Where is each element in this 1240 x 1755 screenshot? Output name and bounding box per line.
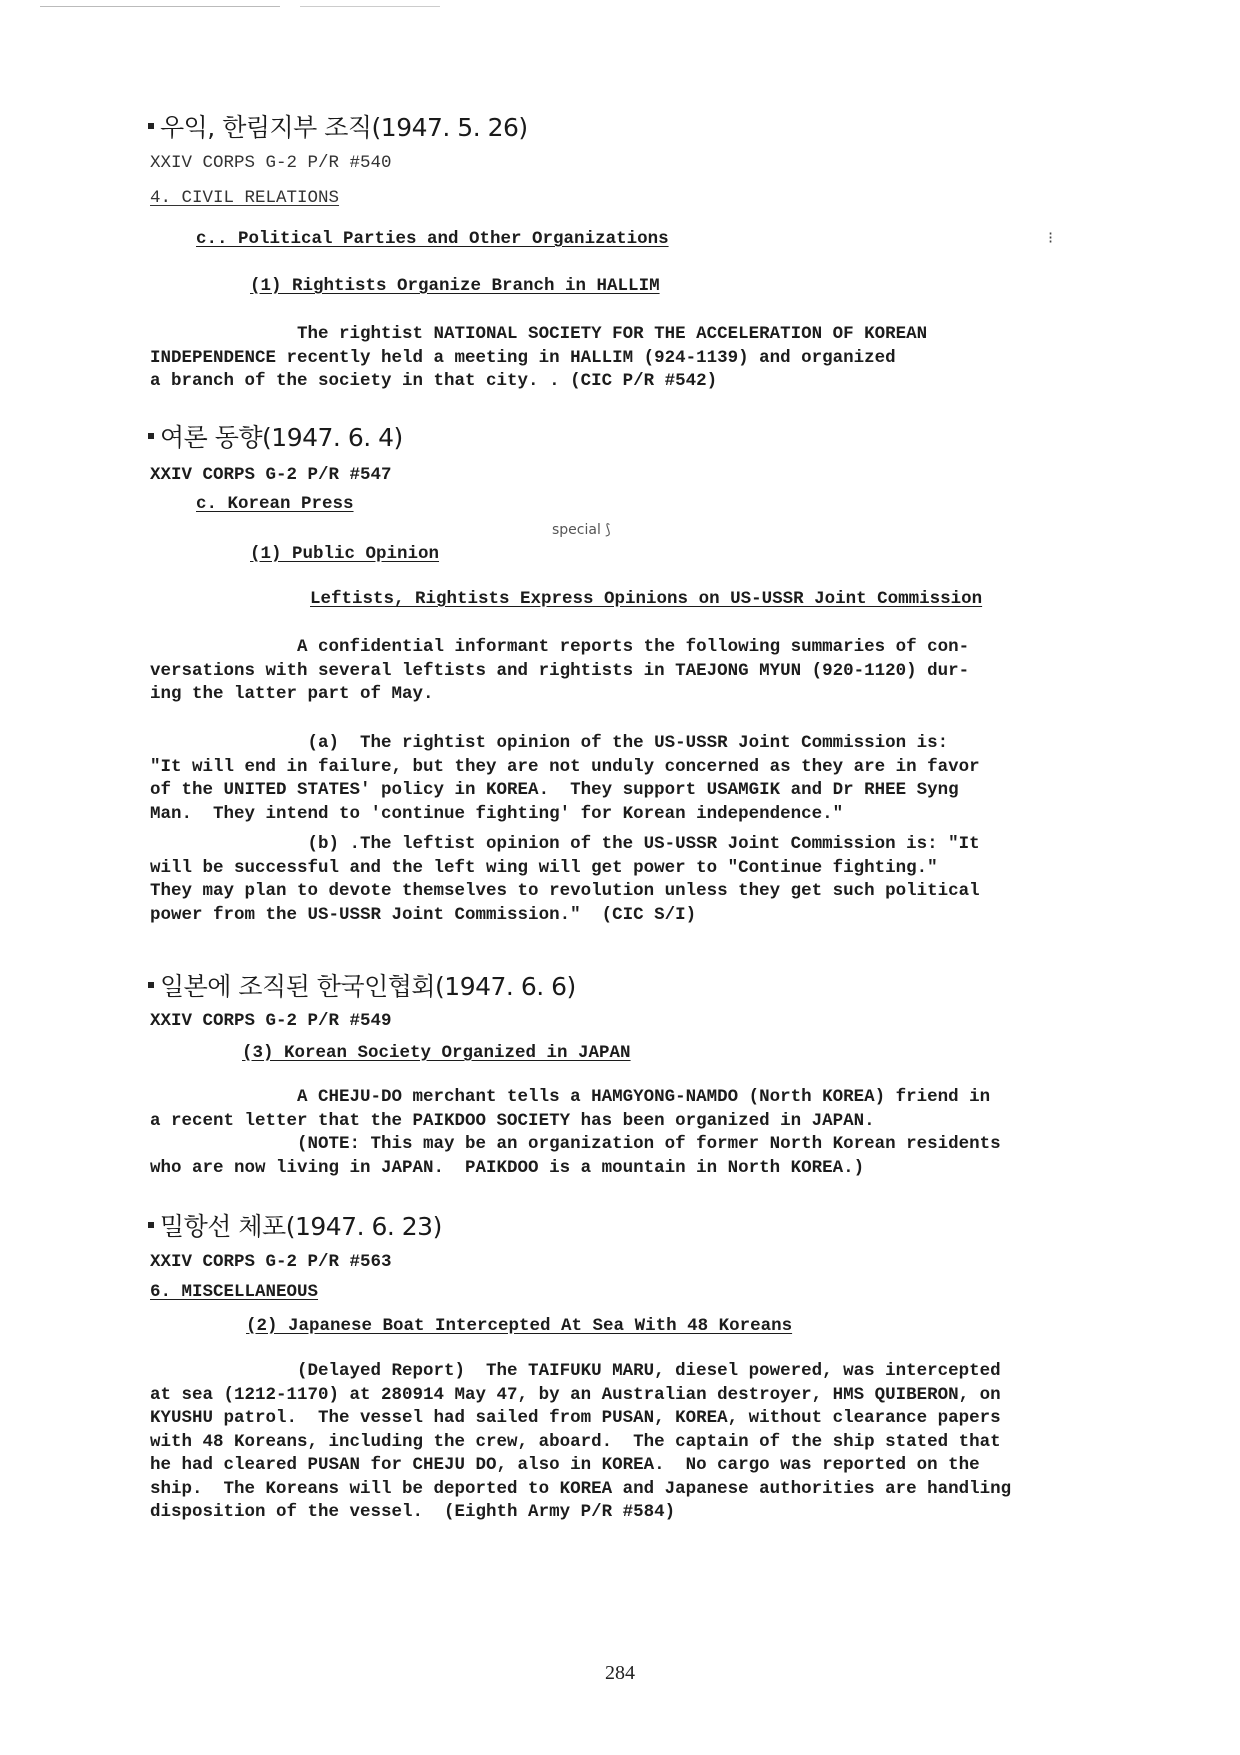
item-heading: (1) Public Opinion (250, 544, 440, 564)
item-heading: (3) Korean Society Organized in JAPAN (242, 1043, 631, 1063)
item-heading: (1) Rightists Organize Branch in HALLIM (250, 276, 660, 296)
section-heading-text: 여론 동향(1947. 6. 4) (160, 423, 403, 452)
article-subtitle: Leftists, Rightists Express Opinions on US-USSR Joint Commission (310, 589, 983, 609)
category-heading: 6. MISCELLANEOUS (150, 1282, 319, 1302)
report-source: XXIV CORPS G-2 P/R #540 (150, 153, 392, 173)
handwritten-annotation: special ⟆ (552, 522, 611, 538)
page-number: 284 (605, 1662, 635, 1684)
section-heading (148, 1207, 442, 1243)
section-heading-text: 일본에 조직된 한국인협회(1947. 6. 6) (160, 972, 576, 1001)
scan-artifact-line (300, 6, 440, 7)
paragraph: The rightist NATIONAL SOCIETY FOR THE ACCELERATION OF KOREAN INDEPENDENCE recently held a meeting in HALLIM (924-1139) and organized a branch of the society in that city. . (CIC P/R #542) (150, 324, 928, 391)
report-source: XXIV CORPS G-2 P/R #563 (150, 1252, 392, 1272)
subcategory-heading: c.. Political Parties and Other Organizations (196, 229, 669, 249)
item-heading: (2) Japanese Boat Intercepted At Sea With 48 Koreans (246, 1316, 793, 1336)
paragraph: A CHEJU-DO merchant tells a HAMGYONG-NAMDO (North KOREA) friend in a recent letter that the PAIKDOO SOCIETY has been organized in JAPAN. (NOTE: This may be an organization of former North Korean residents who are now living in JAPAN. PAIKDOO is a mountain in North KOREA.) (150, 1087, 1001, 1178)
scan-artifact-line (40, 6, 280, 7)
paragraph: A confidential informant reports the following summaries of con- versations with several leftists and rightists in TAEJONG MYUN (920-1120) dur- ing the latter part of May. (150, 637, 970, 704)
paragraph-point-b: (b) .The leftist opinion of the US-USSR Joint Commission is: "It will be successful and the left wing will get power to "Continue fighting." They may plan to devote themselves to revolution unless they get such political power from the US-USSR Joint Commission." (CIC S/I) (150, 834, 980, 925)
category-heading: 4. CIVIL RELATIONS (150, 188, 340, 208)
section-heading (148, 418, 403, 454)
bullet-icon (148, 433, 154, 439)
report-source: XXIV CORPS G-2 P/R #547 (150, 465, 392, 485)
paragraph: (Delayed Report) The TAIFUKU MARU, diesel powered, was intercepted at sea (1212-1170) at 280914 May 47, by an Australian destroyer, HMS QUIBERON, on KYUSHU patrol. The vessel had sailed from PUSAN, KOREA, without clearance papers with 48 Koreans, including the crew, aboard. The captain of the ship stated that he had cleared PUSAN for CHEJU DO, also in KOREA. No cargo was reported on the ship. The Koreans will be deported to KOREA and Japanese authorities are handling disposition of the vessel. (Eighth Army P/R #584) (150, 1361, 1012, 1522)
scan-mark: ⁝ (1048, 228, 1054, 247)
bullet-icon (148, 123, 154, 129)
section-heading-text: 밀항선 체포(1947. 6. 23) (160, 1212, 442, 1241)
bullet-icon (148, 982, 154, 988)
section-heading-text: 우익, 한림지부 조직(1947. 5. 26) (160, 113, 528, 142)
report-source: XXIV CORPS G-2 P/R #549 (150, 1011, 392, 1031)
section-heading (148, 967, 576, 1003)
paragraph-point-a: (a) The rightist opinion of the US-USSR Joint Commission is: "It will end in failure, but they are not unduly concerned as they are in favor of the UNITED STATES' policy in KOREA. They support USAMGIK and Dr RHEE Syng Man. They intend to 'continue fighting' for Korean independence." (150, 733, 980, 824)
subcategory-heading: c. Korean Press (196, 494, 354, 514)
bullet-icon (148, 1222, 154, 1228)
section-heading (148, 108, 528, 144)
